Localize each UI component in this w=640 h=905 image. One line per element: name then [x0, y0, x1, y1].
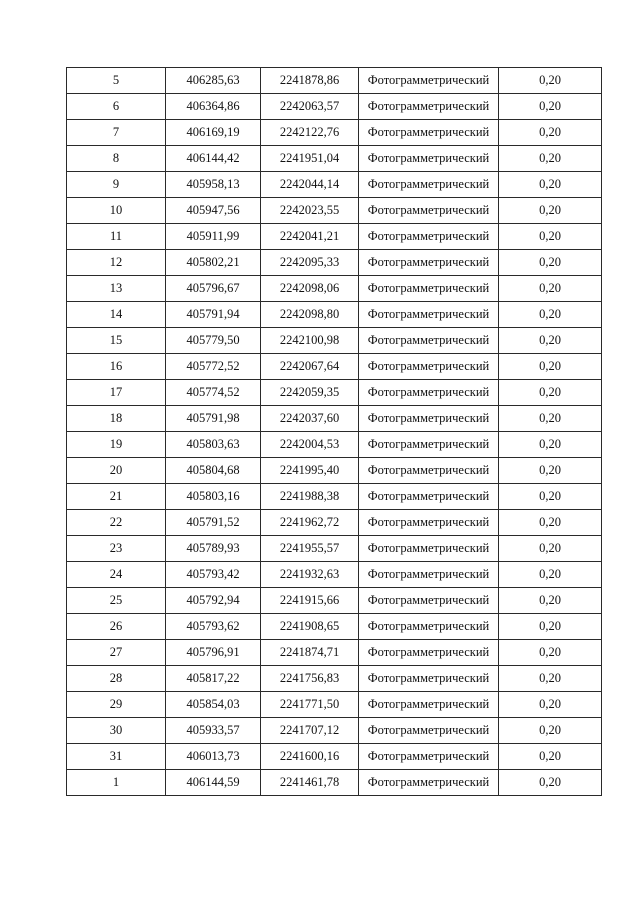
x-coordinate-cell: 405803,16: [166, 484, 261, 510]
method-cell: Фотограмметрический: [359, 614, 499, 640]
point-number-cell: 24: [67, 562, 166, 588]
accuracy-cell: 0,20: [499, 94, 602, 120]
method-cell: Фотограмметрический: [359, 328, 499, 354]
method-cell: Фотограмметрический: [359, 302, 499, 328]
table-row: [67, 198, 602, 224]
method-cell: Фотограмметрический: [359, 588, 499, 614]
method-cell: Фотограмметрический: [359, 692, 499, 718]
point-number-cell: 20: [67, 458, 166, 484]
table-row: [67, 328, 602, 354]
y-coordinate-cell: 2242100,98: [261, 328, 359, 354]
method-cell: Фотограмметрический: [359, 172, 499, 198]
x-coordinate-cell: 406144,59: [166, 770, 261, 796]
x-coordinate-cell: 406013,73: [166, 744, 261, 770]
accuracy-cell: 0,20: [499, 224, 602, 250]
accuracy-cell: 0,20: [499, 692, 602, 718]
point-number-cell: 31: [67, 744, 166, 770]
x-coordinate-cell: 405817,22: [166, 666, 261, 692]
method-cell: Фотограмметрический: [359, 666, 499, 692]
accuracy-cell: 0,20: [499, 458, 602, 484]
table-row: [67, 770, 602, 796]
x-coordinate-cell: 405796,91: [166, 640, 261, 666]
table-row: [67, 562, 602, 588]
point-number-cell: 7: [67, 120, 166, 146]
table-row: [67, 406, 602, 432]
method-cell: Фотограмметрический: [359, 770, 499, 796]
coordinates-table-body: [67, 68, 602, 796]
point-number-cell: 1: [67, 770, 166, 796]
point-number-cell: 11: [67, 224, 166, 250]
y-coordinate-cell: 2242095,33: [261, 250, 359, 276]
table-row: [67, 614, 602, 640]
table-row: [67, 146, 602, 172]
point-number-cell: 23: [67, 536, 166, 562]
y-coordinate-cell: 2242037,60: [261, 406, 359, 432]
method-cell: Фотограмметрический: [359, 640, 499, 666]
x-coordinate-cell: 405803,63: [166, 432, 261, 458]
x-coordinate-cell: 405779,50: [166, 328, 261, 354]
accuracy-cell: 0,20: [499, 484, 602, 510]
point-number-cell: 5: [67, 68, 166, 94]
point-number-cell: 18: [67, 406, 166, 432]
accuracy-cell: 0,20: [499, 198, 602, 224]
method-cell: Фотограмметрический: [359, 406, 499, 432]
y-coordinate-cell: 2241915,66: [261, 588, 359, 614]
table-row: [67, 172, 602, 198]
y-coordinate-cell: 2241756,83: [261, 666, 359, 692]
y-coordinate-cell: 2241707,12: [261, 718, 359, 744]
point-number-cell: 8: [67, 146, 166, 172]
table-row: [67, 510, 602, 536]
x-coordinate-cell: 405789,93: [166, 536, 261, 562]
method-cell: Фотограмметрический: [359, 484, 499, 510]
method-cell: Фотограмметрический: [359, 250, 499, 276]
point-number-cell: 9: [67, 172, 166, 198]
table-row: [67, 250, 602, 276]
point-number-cell: 28: [67, 666, 166, 692]
point-number-cell: 29: [67, 692, 166, 718]
point-number-cell: 26: [67, 614, 166, 640]
point-number-cell: 10: [67, 198, 166, 224]
table-row: [67, 588, 602, 614]
point-number-cell: 14: [67, 302, 166, 328]
x-coordinate-cell: 405792,94: [166, 588, 261, 614]
method-cell: Фотограмметрический: [359, 458, 499, 484]
accuracy-cell: 0,20: [499, 406, 602, 432]
accuracy-cell: 0,20: [499, 250, 602, 276]
point-number-cell: 6: [67, 94, 166, 120]
x-coordinate-cell: 405947,56: [166, 198, 261, 224]
accuracy-cell: 0,20: [499, 354, 602, 380]
method-cell: Фотограмметрический: [359, 744, 499, 770]
table-row: [67, 432, 602, 458]
y-coordinate-cell: 2241461,78: [261, 770, 359, 796]
y-coordinate-cell: 2241600,16: [261, 744, 359, 770]
point-number-cell: 15: [67, 328, 166, 354]
x-coordinate-cell: 405958,13: [166, 172, 261, 198]
accuracy-cell: 0,20: [499, 380, 602, 406]
x-coordinate-cell: 405791,98: [166, 406, 261, 432]
x-coordinate-cell: 405804,68: [166, 458, 261, 484]
accuracy-cell: 0,20: [499, 614, 602, 640]
table-row: [67, 94, 602, 120]
accuracy-cell: 0,20: [499, 68, 602, 94]
table-row: [67, 380, 602, 406]
point-number-cell: 19: [67, 432, 166, 458]
method-cell: Фотограмметрический: [359, 224, 499, 250]
x-coordinate-cell: 405774,52: [166, 380, 261, 406]
y-coordinate-cell: 2242044,14: [261, 172, 359, 198]
method-cell: Фотограмметрический: [359, 432, 499, 458]
accuracy-cell: 0,20: [499, 302, 602, 328]
table-row: [67, 640, 602, 666]
y-coordinate-cell: 2242041,21: [261, 224, 359, 250]
method-cell: Фотограмметрический: [359, 198, 499, 224]
x-coordinate-cell: 406285,63: [166, 68, 261, 94]
accuracy-cell: 0,20: [499, 640, 602, 666]
method-cell: Фотограмметрический: [359, 562, 499, 588]
y-coordinate-cell: 2241771,50: [261, 692, 359, 718]
table-row: [67, 302, 602, 328]
y-coordinate-cell: 2242023,55: [261, 198, 359, 224]
point-number-cell: 16: [67, 354, 166, 380]
point-number-cell: 21: [67, 484, 166, 510]
accuracy-cell: 0,20: [499, 276, 602, 302]
y-coordinate-cell: 2242063,57: [261, 94, 359, 120]
method-cell: Фотограмметрический: [359, 380, 499, 406]
table-row: [67, 536, 602, 562]
y-coordinate-cell: 2242098,80: [261, 302, 359, 328]
x-coordinate-cell: 405802,21: [166, 250, 261, 276]
table-row: [67, 666, 602, 692]
point-number-cell: 17: [67, 380, 166, 406]
y-coordinate-cell: 2241962,72: [261, 510, 359, 536]
x-coordinate-cell: 405793,42: [166, 562, 261, 588]
y-coordinate-cell: 2241951,04: [261, 146, 359, 172]
table-row: [67, 120, 602, 146]
coordinates-table: [66, 67, 602, 796]
method-cell: Фотограмметрический: [359, 510, 499, 536]
method-cell: Фотограмметрический: [359, 536, 499, 562]
accuracy-cell: 0,20: [499, 328, 602, 354]
y-coordinate-cell: 2242067,64: [261, 354, 359, 380]
table-row: [67, 718, 602, 744]
accuracy-cell: 0,20: [499, 666, 602, 692]
table-row: [67, 692, 602, 718]
y-coordinate-cell: 2241878,86: [261, 68, 359, 94]
y-coordinate-cell: 2242098,06: [261, 276, 359, 302]
point-number-cell: 30: [67, 718, 166, 744]
y-coordinate-cell: 2241932,63: [261, 562, 359, 588]
table-row: [67, 354, 602, 380]
x-coordinate-cell: 405793,62: [166, 614, 261, 640]
accuracy-cell: 0,20: [499, 588, 602, 614]
accuracy-cell: 0,20: [499, 120, 602, 146]
y-coordinate-cell: 2241955,57: [261, 536, 359, 562]
method-cell: Фотограмметрический: [359, 146, 499, 172]
y-coordinate-cell: 2242004,53: [261, 432, 359, 458]
accuracy-cell: 0,20: [499, 146, 602, 172]
accuracy-cell: 0,20: [499, 510, 602, 536]
method-cell: Фотограмметрический: [359, 354, 499, 380]
x-coordinate-cell: 405854,03: [166, 692, 261, 718]
table-row: [67, 458, 602, 484]
accuracy-cell: 0,20: [499, 536, 602, 562]
x-coordinate-cell: 405791,52: [166, 510, 261, 536]
point-number-cell: 22: [67, 510, 166, 536]
accuracy-cell: 0,20: [499, 432, 602, 458]
x-coordinate-cell: 405933,57: [166, 718, 261, 744]
y-coordinate-cell: 2241988,38: [261, 484, 359, 510]
accuracy-cell: 0,20: [499, 770, 602, 796]
point-number-cell: 27: [67, 640, 166, 666]
method-cell: Фотограмметрический: [359, 718, 499, 744]
method-cell: Фотограмметрический: [359, 94, 499, 120]
accuracy-cell: 0,20: [499, 744, 602, 770]
accuracy-cell: 0,20: [499, 718, 602, 744]
y-coordinate-cell: 2242059,35: [261, 380, 359, 406]
method-cell: Фотограмметрический: [359, 276, 499, 302]
x-coordinate-cell: 405796,67: [166, 276, 261, 302]
method-cell: Фотограмметрический: [359, 120, 499, 146]
accuracy-cell: 0,20: [499, 172, 602, 198]
x-coordinate-cell: 406364,86: [166, 94, 261, 120]
point-number-cell: 25: [67, 588, 166, 614]
x-coordinate-cell: 405911,99: [166, 224, 261, 250]
table-row: [67, 224, 602, 250]
y-coordinate-cell: 2242122,76: [261, 120, 359, 146]
y-coordinate-cell: 2241995,40: [261, 458, 359, 484]
point-number-cell: 12: [67, 250, 166, 276]
y-coordinate-cell: 2241908,65: [261, 614, 359, 640]
x-coordinate-cell: 405791,94: [166, 302, 261, 328]
x-coordinate-cell: 406169,19: [166, 120, 261, 146]
y-coordinate-cell: 2241874,71: [261, 640, 359, 666]
x-coordinate-cell: 406144,42: [166, 146, 261, 172]
table-row: [67, 484, 602, 510]
table-row: [67, 276, 602, 302]
table-row: [67, 68, 602, 94]
x-coordinate-cell: 405772,52: [166, 354, 261, 380]
accuracy-cell: 0,20: [499, 562, 602, 588]
point-number-cell: 13: [67, 276, 166, 302]
method-cell: Фотограмметрический: [359, 68, 499, 94]
table-row: [67, 744, 602, 770]
